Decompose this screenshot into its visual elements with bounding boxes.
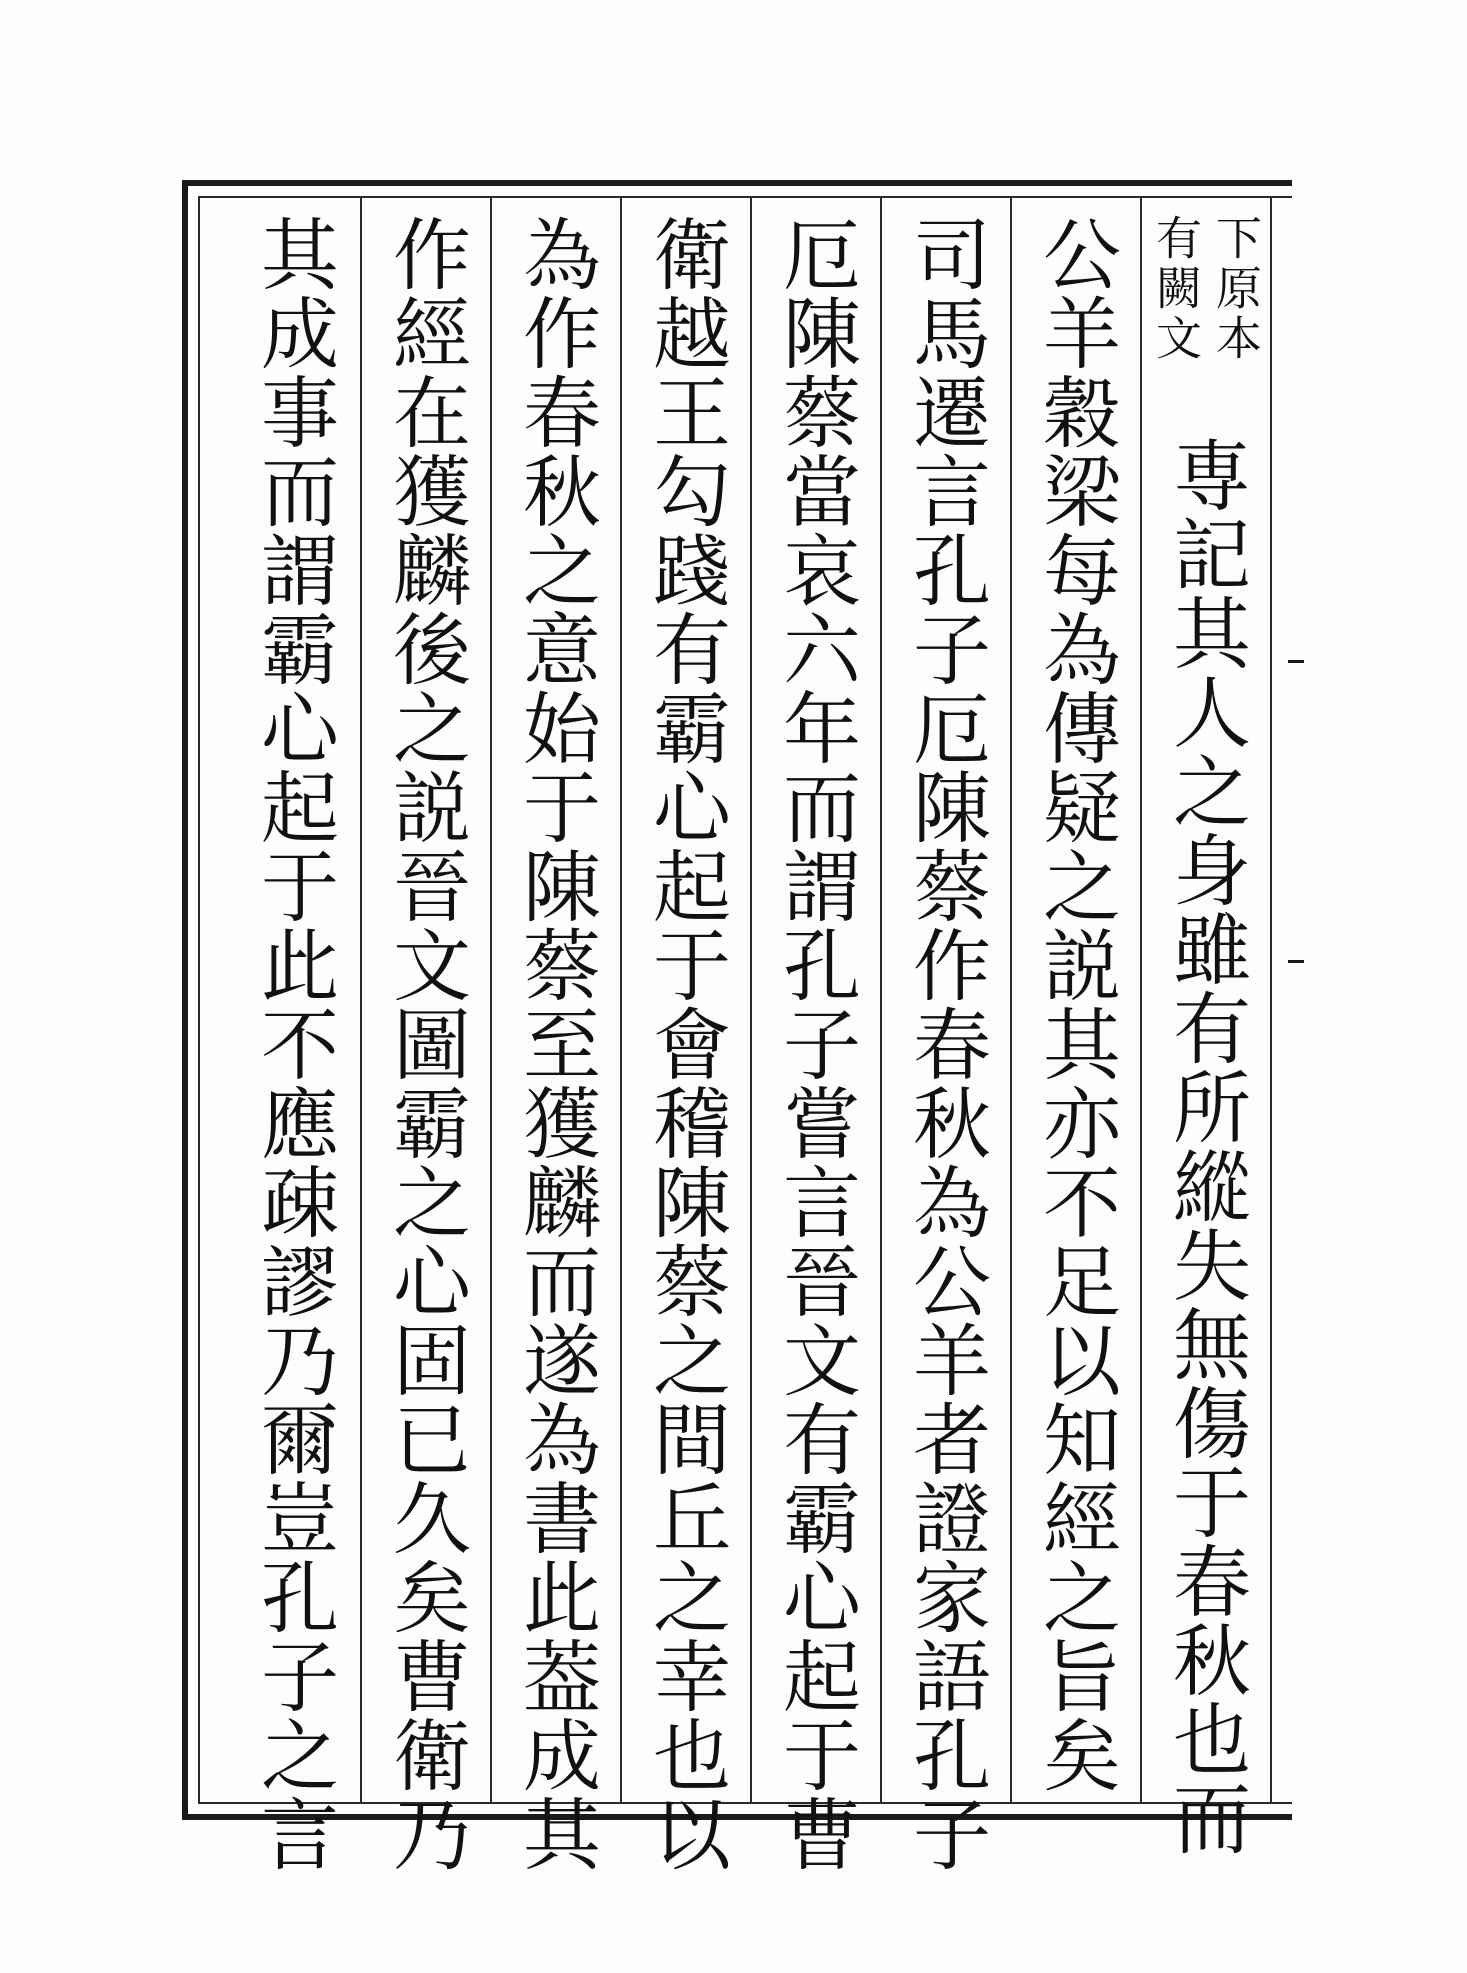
edge-tick xyxy=(1288,960,1304,963)
text-column-2: 公羊穀梁每為傳疑之説其亦不足以知經之旨矣 xyxy=(1030,214,1120,1794)
text-column-5: 衛越王勾踐有霸心起于會稽陳蔡之間丘之幸也以 xyxy=(640,214,730,1873)
column-rule xyxy=(1270,196,1272,1804)
text-column-3: 司馬遷言孔子厄陳蔡作春秋為公羊者證家語孔子 xyxy=(900,214,990,1873)
text-column-4: 厄陳蔡當哀六年而謂孔子嘗言晉文有霸心起于曹 xyxy=(770,214,860,1873)
text-column-6: 為作春秋之意始于陳蔡至獲麟而遂為書此葢成其 xyxy=(510,214,600,1873)
annotation-line-1: 下原本 xyxy=(1209,214,1263,364)
text-column-1: 専記其人之身雖有所縱失無傷于春秋也而 xyxy=(1160,435,1250,1857)
text-column-7: 作經在獲麟後之説晉文圖霸之心固已久矣曹衛乃 xyxy=(380,214,470,1873)
text-column-8: 其成事而謂霸心起于此不應疎謬乃爾豈孔子之言 xyxy=(248,214,338,1873)
annotation-line-2: 有闕文 xyxy=(1149,214,1203,364)
annotation-column xyxy=(1140,214,1270,414)
edge-tick xyxy=(1288,660,1304,663)
